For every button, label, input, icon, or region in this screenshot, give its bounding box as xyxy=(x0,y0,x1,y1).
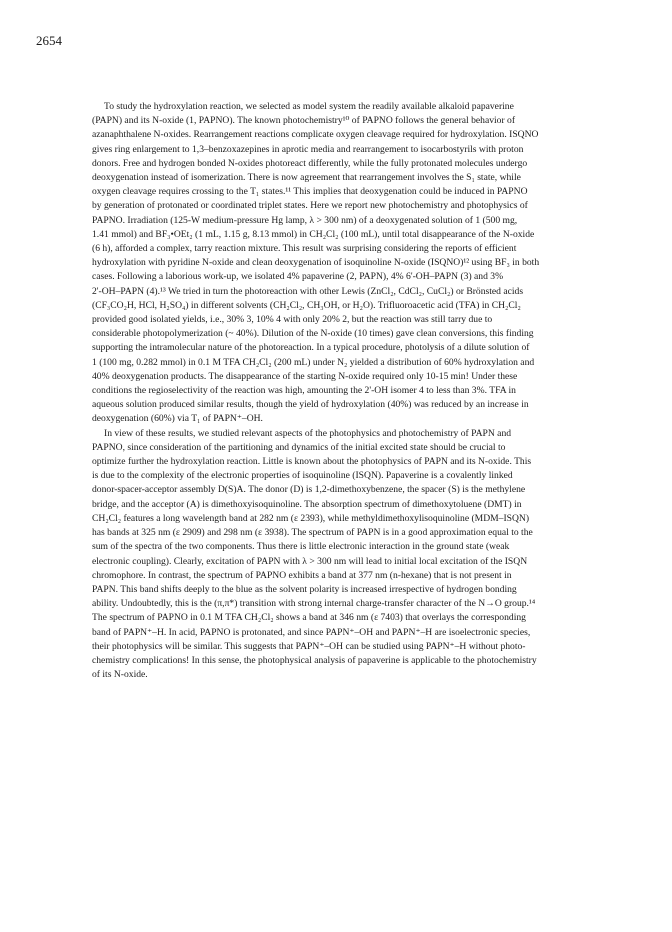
text-line: The spectrum of PAPNO in 0.1 M TFA CH₂Cl₂ shows a band at 346 nm (ε 7403) that overlays the corresponding xyxy=(92,612,526,624)
page-number: 2654 xyxy=(36,33,62,48)
text-line: supporting the intramolecular nature of the photoreaction. In a typical procedure, photolysis of a dilute solution of xyxy=(92,342,530,354)
text-line: cases. Following a laborious work-up, we isolated 4% papaverine (2, PAPN), 4% 6'-OH–PAPN (3) and 3% xyxy=(92,271,504,283)
text-line: considerable photopolymerization (~ 40%). Dilution of the N-oxide (10 times) gave clean conversions, this finding xyxy=(92,328,534,340)
text-line: oxygen cleavage requires crossing to the T₁ states.¹¹ This implies that deoxygenation could be induced in PAPNO xyxy=(92,186,528,198)
text-line: of its N-oxide. xyxy=(92,669,148,681)
text-line: 1 (100 mg, 0.282 mmol) in 0.1 M TFA CH₂Cl₂ (200 mL) under N₂ yielded a distribution of 60% hydroxylation and xyxy=(92,356,535,368)
text-line: PAPNO. Irradiation (125-W medium-pressure Hg lamp, λ > 300 nm) of a deoxygenated solution of 1 (500 mg, xyxy=(92,214,518,226)
text-line: their photophysics will be similar. This suggests that PAPN⁺–OH can be studied using PAPN⁺–H without photo- xyxy=(92,640,526,652)
text-line: (6 h), afforded a complex, tarry reaction mixture. This result was surprising considering the reports of efficient xyxy=(92,243,517,255)
text-line: gives ring enlargement to 1,3–benzoxazepines in aprotic media and rearrangement to isocarbostyrils with proton xyxy=(92,143,524,155)
text-line: 1.41 mmol) and BF₃•OEt₂ (1 mL, 1.15 g, 8.13 mmol) in CH₂Cl₂ (100 mL), until total disappearance of the N-oxide xyxy=(92,228,535,240)
text-line: (CF₃CO₂H, HCl, H₂SO₄) in different solvents (CH₂Cl₂, CH₃OH, or H₂O). Trifluoroacetic acid (TFA) in CH₂Cl₂ xyxy=(92,299,521,311)
text-line: electronic coupling). Clearly, excitation of PAPN with λ > 300 nm will lead to initial local excitation of the ISQN xyxy=(92,555,528,567)
text-line: has bands at 325 nm (ε 2909) and 298 nm (ε 3938). The spectrum of PAPN is in a good approximation equal to the xyxy=(92,527,533,539)
text-line: In view of these results, we studied relevant aspects of the photophysics and photochemistry of PAPN and xyxy=(104,427,512,439)
text-line: CH₂Cl₂ features a long wavelength band at 282 nm (ε 2393), while methyldimethoxylisoquinoline (MDM–ISQN) xyxy=(92,512,530,524)
text-line: is due to the complexity of the electronic properties of isoquinoline (ISQN). Papaverine is a covalently linked xyxy=(92,470,513,482)
text-line: donor-spacer-acceptor assembly D(S)A. The donor (D) is 1,2-dimethoxybenzene, the spacer (S) is the methylene xyxy=(92,484,526,496)
text-line: band of PAPN⁺–H. In acid, PAPNO is protonated, and since PAPN⁺–OH and PAPN⁺–H are isoelectronic species, xyxy=(92,626,531,638)
text-line: donors. Free and hydrogen bonded N-oxides photoreact differently, while the fully protonated molecules undergo xyxy=(92,157,528,169)
text-line: optimize further the hydroxylation reaction. Little is known about the photophysics of PAPN and its N-oxide. This xyxy=(92,456,532,468)
text-line: chromophore. In contrast, the spectrum of PAPNO exhibits a band at 377 nm (n-hexane) that is not present in xyxy=(92,569,512,581)
text-line: To study the hydroxylation reaction, we selected as model system the readily available alkaloid papaverine xyxy=(104,101,514,112)
text-line: PAPNO, since consideration of the partitioning and dynamics of the initial excited state should be crucial to xyxy=(92,441,506,453)
text-line: azanaphthalene N-oxides. Rearrangement reactions complicate oxygen cleavage required for hydroxylation. ISQNO xyxy=(92,129,539,141)
text-line: 40% deoxygenation products. The disappearance of the starting N-oxide required only 10-15 min! Under these xyxy=(92,370,518,382)
text-line: bridge, and the acceptor (A) is dimethoxyisoquinoline. The absorption spectrum of dimethoxytoluene (DMT) in xyxy=(92,498,522,510)
text-line: chemistry complications! In this sense, the photophysical analysis of papaverine is applicable to the photochemistry xyxy=(92,654,537,666)
text-line: provided good isolated yields, i.e., 30% 3, 10% 4 with only 20% 2, but the reaction was still tarry due to xyxy=(92,314,493,326)
text-line: conditions the regioselectivity of the reaction was high, amounting the 2'-OH isomer 4 to less than 3%. TFA in xyxy=(92,385,516,397)
article-body xyxy=(92,100,612,682)
text-line: sum of the spectra of the two components. Thus there is little electronic interaction in the ground state (weak xyxy=(92,541,510,553)
text-line: hydroxylation with pyridine N-oxide and clean deoxygenation of isoquinoline N-oxide (ISQNO)¹² using BF₃ in both xyxy=(92,257,540,269)
text-line: ability. Undoubtedly, this is the (π,π*) transition with strong internal charge-transfer character of the N→O group.¹⁴ xyxy=(92,598,536,610)
text-line: (PAPN) and its N-oxide (1, PAPNO). The known photochemistry¹⁰ of PAPNO follows the general behavior of xyxy=(92,115,516,127)
text-line: 2'-OH–PAPN (4).¹³ We tried in turn the photoreaction with other Lewis (ZnCl₂, CdCl₂, CuCl₂) or Brönsted acids xyxy=(92,285,524,297)
text-line: by generation of protonated or coordinated triplet states. Here we report new photochemistry and photophysics of xyxy=(92,200,528,212)
text-line: PAPN. This band shifts deeply to the blue as the solvent polarity is increased irrespective of hydrogen bonding xyxy=(92,583,517,595)
text-line: aqueous solution produced similar results, though the yield of hydroxylation (40%) was reduced by an increase in xyxy=(92,399,529,411)
paragraph xyxy=(92,100,612,427)
paragraph xyxy=(92,427,612,683)
text-line: deoxygenation instead of isomerization. There is now agreement that rearrangement involves the S₁ state, while xyxy=(92,172,521,184)
text-line: deoxygenation (60%) via T₁ of PAPN⁺–OH. xyxy=(92,413,263,425)
